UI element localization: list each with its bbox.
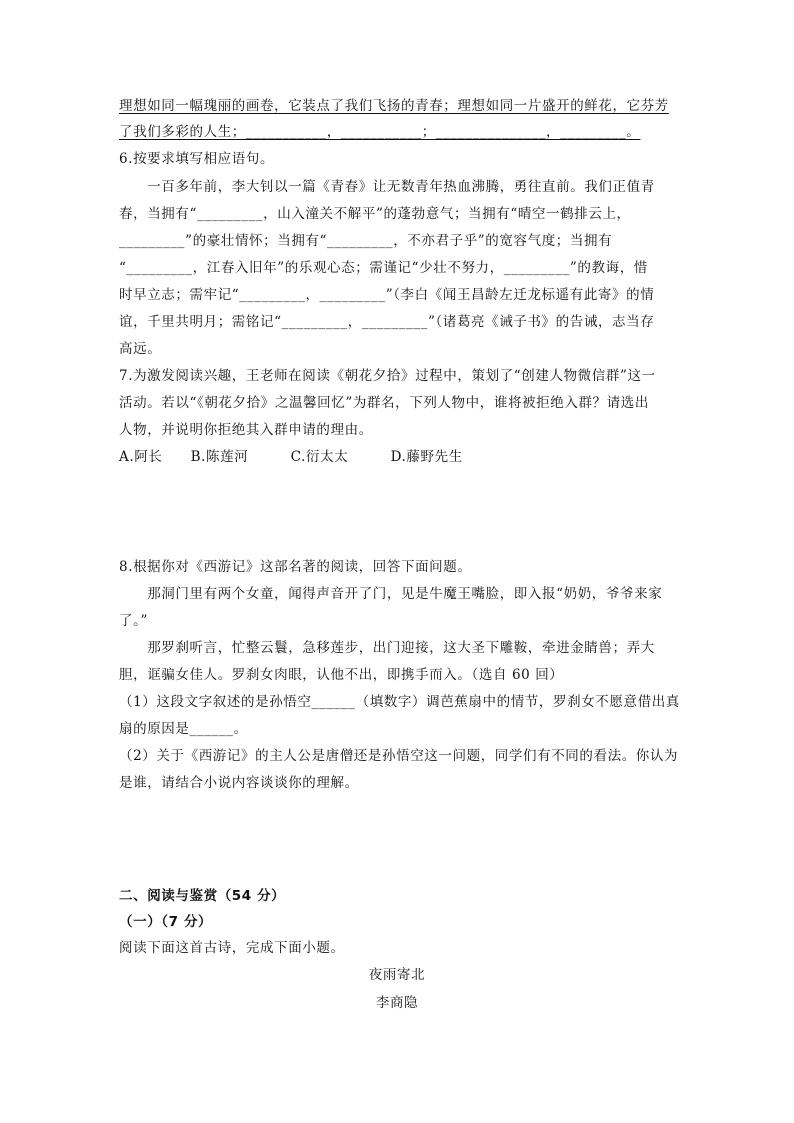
q7-line: 人物，并说明你拒绝其入群申请的理由。: [119, 422, 373, 438]
q8-line: 了。”: [119, 613, 148, 629]
section-2-title: 二、阅读与鉴赏（54 分）: [119, 888, 286, 904]
q8-line: 那罗刹听言，忙整云鬟，急移莲步，出门迎接，这大圣下雕鞍，牵进金睛兽；弄大: [119, 640, 655, 656]
q6-line: 一百多年前，李大钊以一篇《青春》让无数青年热血沸腾，勇往直前。我们正值青: [119, 179, 655, 195]
q6-line: “_________，江春入旧年”的乐观心态；需谨记“少壮不努力，_________”的教诲，惜: [119, 260, 648, 276]
poem-author: 李商隐: [375, 995, 419, 1011]
q6-title: 6.按要求填写相应语句。: [119, 151, 275, 167]
q6-line: 时早立志；需牢记“_________，_________”（李白《闻王昌龄左迁龙标遥有此寄》的情: [119, 287, 655, 303]
q7-line: 活动。若以“《朝花夕拾》之温馨回忆”为群名，下列人物中，谁将被拒绝入群？请选出: [119, 395, 649, 411]
q8-subq-1: （1）这段文字叙述的是孙悟空______（填数字）调芭蕉扇中的情节，罗刹女不愿意借出真: [119, 694, 680, 710]
q8-subq-1-cont: 扇的原因是______。: [119, 721, 248, 737]
q5-line-2-text: 了我们多彩的人生；___________，___________；_______________，_________。: [119, 124, 641, 140]
q5-line-2: [119, 122, 679, 142]
q5-line-1: 理想如同一幅瑰丽的画卷，它装点了我们飞扬的青春；理想如同一片盛开的鲜花，它芬芳: [119, 98, 669, 114]
section-2-sub: （一）（7 分）: [119, 914, 213, 930]
q7-options: A.阿长 B.陈莲河 C.衍太太 D.藤野先生: [119, 449, 463, 465]
q8-subq-2: （2）关于《西游记》的主人公是唐僧还是孙悟空这一问题，同学们有不同的看法。你认为: [119, 748, 679, 764]
section-2-instruction: 阅读下面这首古诗，完成下面小题。: [119, 940, 345, 956]
q7-line: 7.为激发阅读兴趣，王老师在阅读《朝花夕拾》过程中，策划了“创建人物微信群”这一: [119, 368, 656, 384]
q6-line: 高远。: [119, 341, 162, 357]
poem-title: 夜雨寄北: [368, 967, 426, 983]
q8-title: 8.根据你对《西游记》这部名著的阅读，回答下面问题。: [119, 559, 472, 575]
q8-line: 胆，诓骗女佳人。罗刹女肉眼，认他不出，即携手而入。（选自 60 回）: [119, 667, 564, 683]
q8-subq-2-cont: 是谁，请结合小说内容谈谈你的理解。: [119, 775, 359, 791]
q6-line: _________”的豪壮情怀；当拥有“_________，不亦君子乎”的宽容气度；当拥有: [119, 233, 613, 249]
q8-line: 那洞门里有两个女童，闻得声音开了门，见是牛魔王嘴脸，即入报“奶奶，爷爷来家: [119, 586, 663, 602]
q6-line: 谊，千里共明月；需铭记“_________，_________”（诸葛亮《诫子书》的告诫，志当存: [119, 314, 655, 330]
q6-line: 春，当拥有“_________，山入潼关不解平”的蓬勃意气；当拥有“晴空一鹤排云上，: [119, 206, 631, 222]
